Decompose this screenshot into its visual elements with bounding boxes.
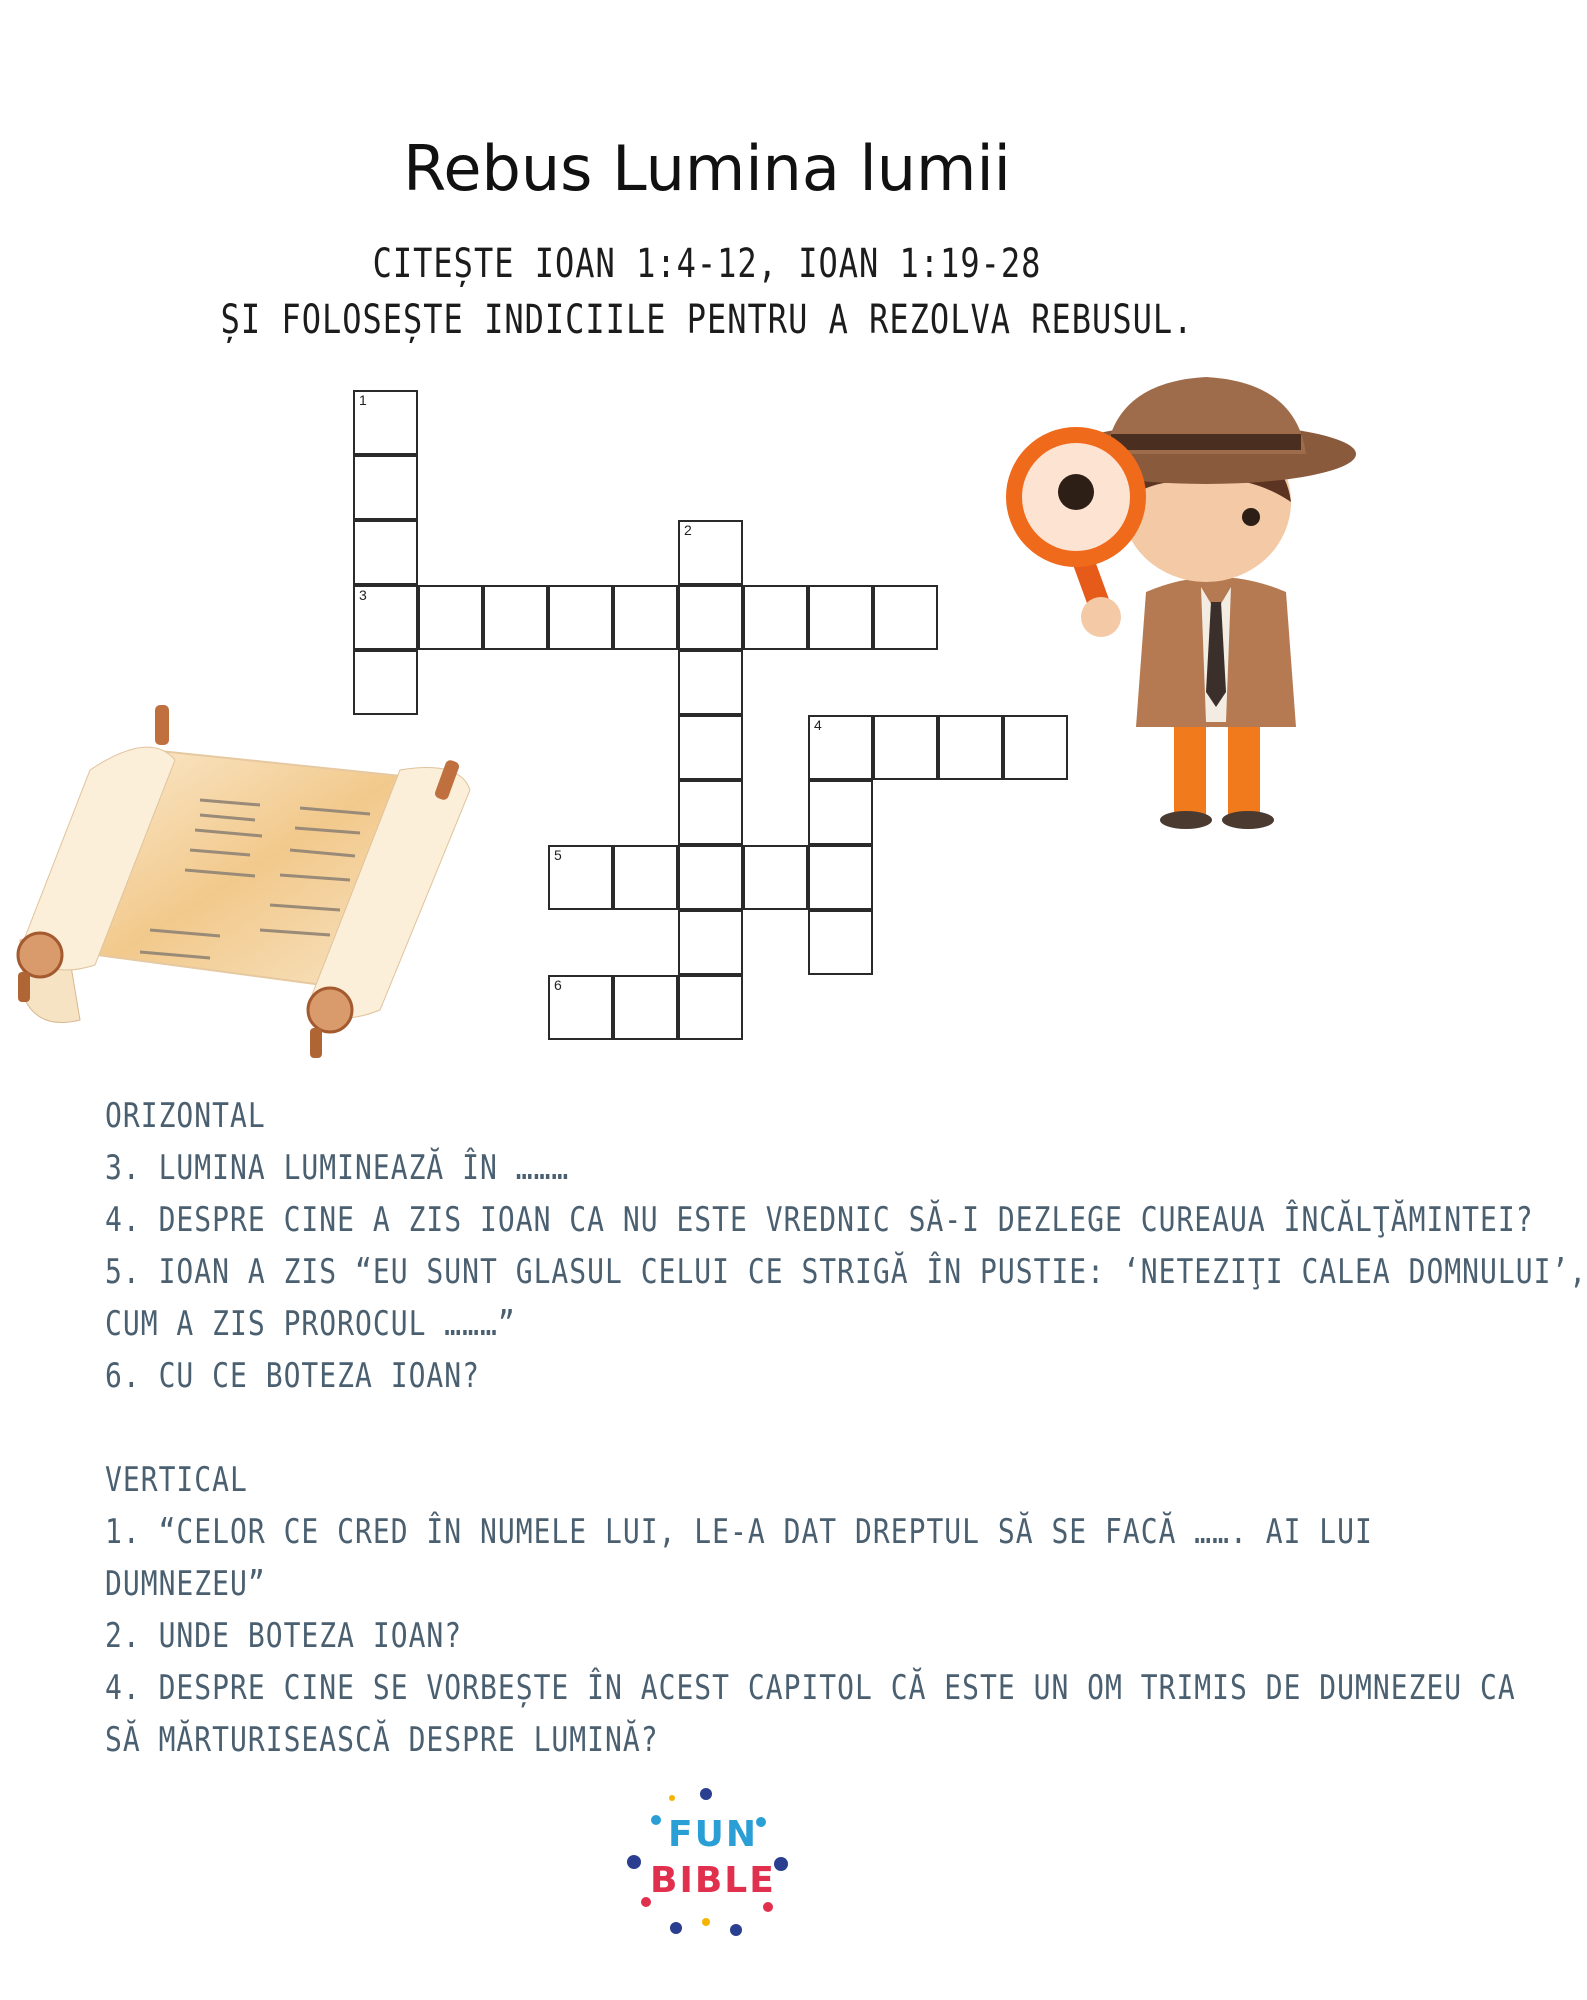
- crossword-cell[interactable]: [353, 390, 418, 455]
- crossword-cell[interactable]: [678, 715, 743, 780]
- crossword-cell[interactable]: [678, 910, 743, 975]
- clue-number: 1: [359, 392, 367, 408]
- crossword-cell[interactable]: [808, 585, 873, 650]
- page-title: Rebus Lumina lumii: [403, 132, 1011, 205]
- crossword-cell[interactable]: [418, 585, 483, 650]
- clue-horizontal-3: 3. LUMINA LUMINEAZĂ ÎN ………: [105, 1147, 570, 1188]
- crossword-cell[interactable]: [743, 845, 808, 910]
- clue-vertical-1-cont: DUMNEZEU”: [105, 1563, 266, 1604]
- clue-number: 3: [359, 587, 367, 603]
- crossword-cell[interactable]: [678, 585, 743, 650]
- clue-vertical-1: 1. “CELOR CE CRED ÎN NUMELE LUI, LE-A DAT DREPTUL SĂ SE FACĂ ……. AI LUI: [105, 1511, 1373, 1552]
- clue-horizontal-5: 5. IOAN A ZIS “EU SUNT GLASUL CELUI CE STRIGĂ ÎN PUSTIE: ‘NETEZIŢI CALEA DOMNULUI’,: [105, 1251, 1587, 1292]
- detective-illustration: [996, 362, 1356, 842]
- clue-vertical-2: 2. UNDE BOTEZA IOAN?: [105, 1615, 463, 1656]
- horizontal-heading: ORIZONTAL: [105, 1095, 266, 1136]
- clue-horizontal-5-cont: CUM A ZIS PROROCUL ………”: [105, 1303, 516, 1344]
- crossword-cell[interactable]: [678, 975, 743, 1040]
- crossword-cell[interactable]: [678, 650, 743, 715]
- crossword-cell[interactable]: [678, 780, 743, 845]
- clue-number: 5: [554, 847, 562, 863]
- crossword-cell[interactable]: [548, 975, 613, 1040]
- clue-horizontal-4: 4. DESPRE CINE A ZIS IOAN CA NU ESTE VREDNIC SĂ-I DEZLEGE CUREAUA ÎNCĂLŢĂMINTEI?: [105, 1199, 1534, 1240]
- crossword-cell[interactable]: [353, 585, 418, 650]
- crossword-cell[interactable]: [678, 520, 743, 585]
- crossword-cell[interactable]: [938, 715, 1003, 780]
- subtitle-line-1: CITEȘTE IOAN 1:4-12, IOAN 1:19-28: [372, 239, 1042, 287]
- clues-section: [105, 1090, 1587, 1766]
- logo-fun: FUN: [668, 1814, 758, 1855]
- crossword-cell[interactable]: [808, 910, 873, 975]
- crossword-cell[interactable]: [808, 845, 873, 910]
- clue-number: 4: [814, 717, 822, 733]
- vertical-heading: VERTICAL: [105, 1459, 248, 1500]
- clue-number: 6: [554, 977, 562, 993]
- crossword-cell[interactable]: [808, 780, 873, 845]
- crossword-cell[interactable]: [548, 845, 613, 910]
- crossword-cell[interactable]: [613, 585, 678, 650]
- crossword-cell[interactable]: [483, 585, 548, 650]
- crossword-cell[interactable]: [808, 715, 873, 780]
- clue-vertical-4: 4. DESPRE CINE SE VORBEȘTE ÎN ACEST CAPITOL CĂ ESTE UN OM TRIMIS DE DUMNEZEU CA: [105, 1667, 1516, 1708]
- crossword-cell[interactable]: [353, 520, 418, 585]
- crossword-cell[interactable]: [678, 845, 743, 910]
- fun-bible-logo: [616, 1782, 796, 1942]
- clue-horizontal-6: 6. CU CE BOTEZA IOAN?: [105, 1355, 481, 1396]
- crossword-cell[interactable]: [873, 585, 938, 650]
- clue-number: 2: [684, 522, 692, 538]
- scroll-illustration: [0, 690, 510, 1070]
- crossword-cell[interactable]: [353, 455, 418, 520]
- subtitle-line-2: ȘI FOLOSEȘTE INDICIILE PENTRU A REZOLVA REBUSUL.: [220, 295, 1194, 343]
- crossword-cell[interactable]: [613, 975, 678, 1040]
- clue-vertical-4-cont: SĂ MĂRTURISEASCĂ DESPRE LUMINĂ?: [105, 1719, 659, 1760]
- crossword-cell[interactable]: [743, 585, 808, 650]
- logo-bible: BIBLE: [650, 1860, 776, 1901]
- crossword-cell[interactable]: [548, 585, 613, 650]
- crossword-cell[interactable]: [873, 715, 938, 780]
- crossword-cell[interactable]: [613, 845, 678, 910]
